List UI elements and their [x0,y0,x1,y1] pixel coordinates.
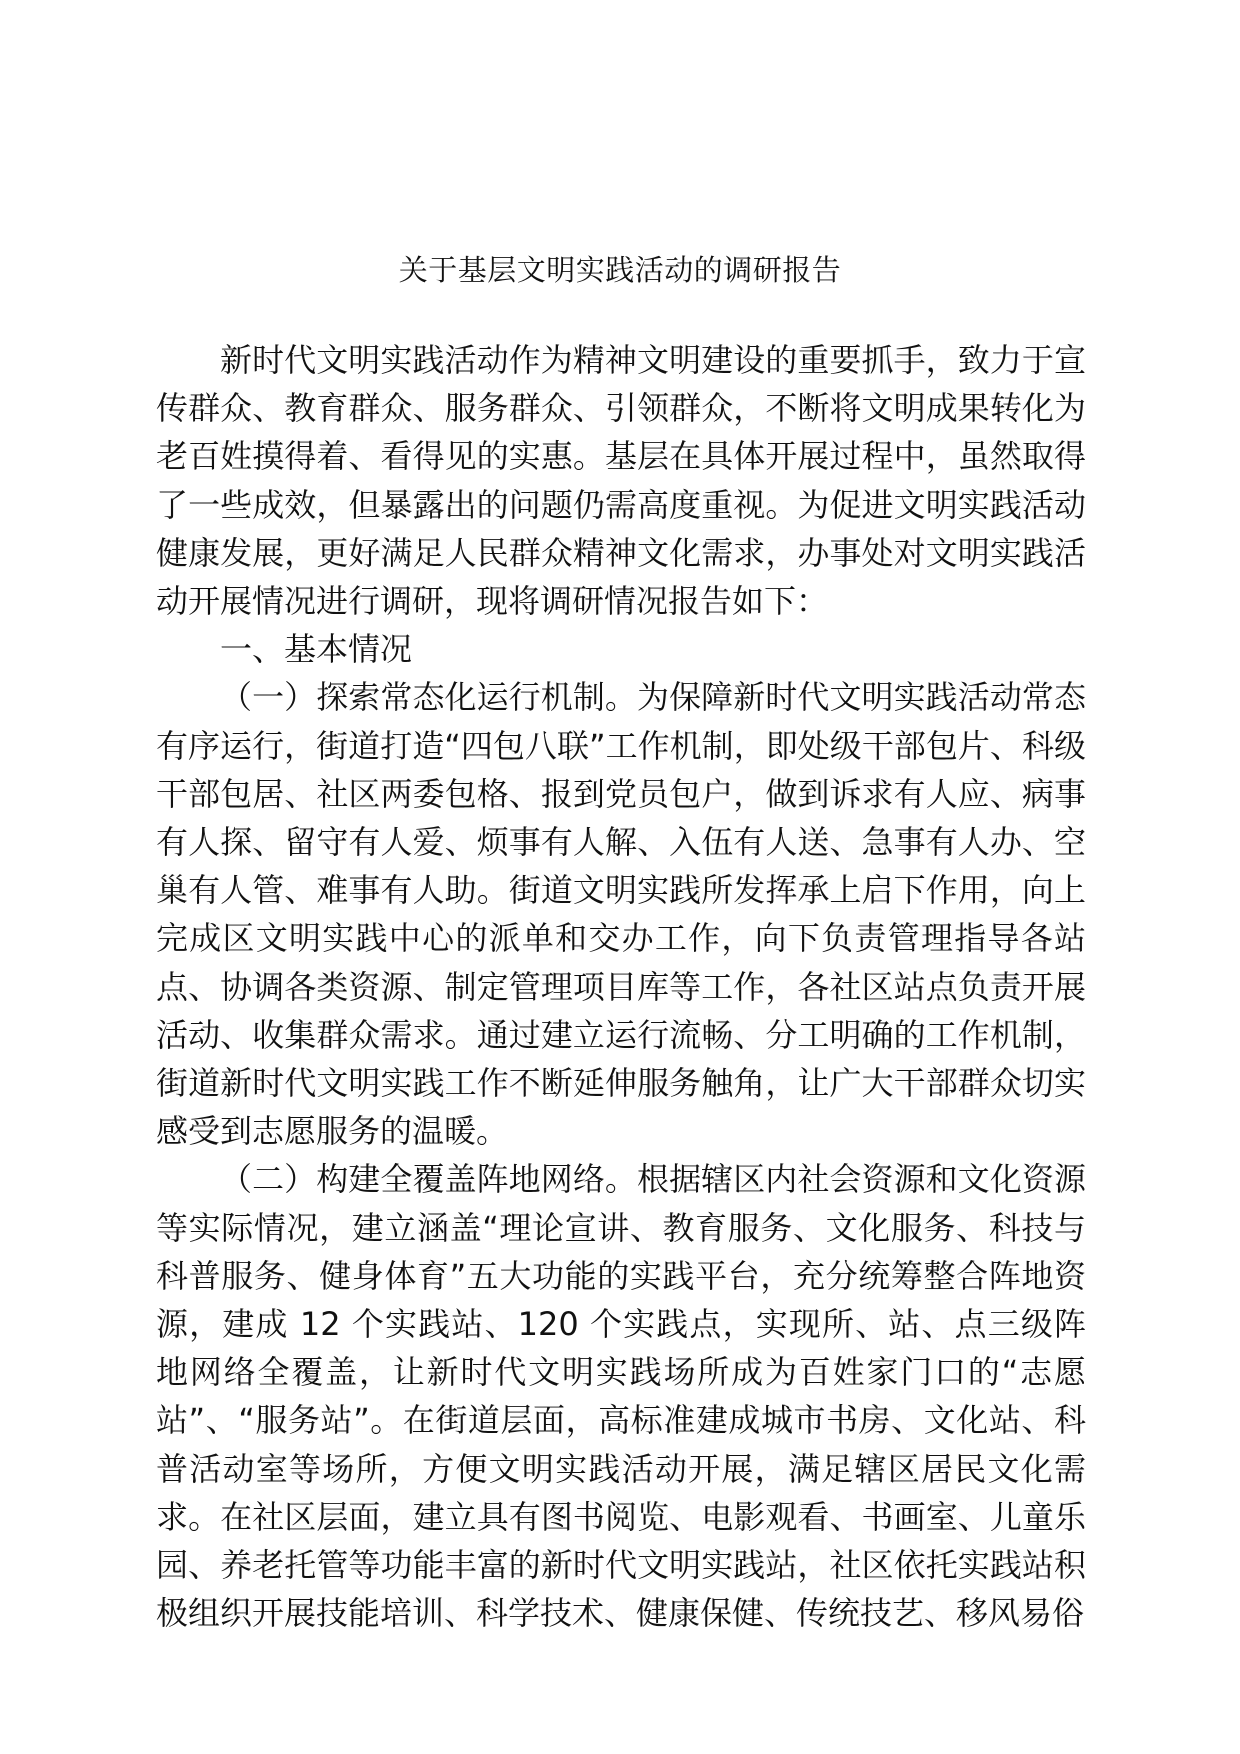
intro-paragraph: 新时代文明实践活动作为精神文明建设的重要抓手，致力于宣传群众、教育群众、服务群众、引领群众，不断将文明成果转化为老百姓摸得着、看得见的实惠。基层在具体开展过程中，虽然取得了一些成效，但暴露出的问题仍需高度重视。为促进文明实践活动健康发展，更好满足人民群众精神文化需求，办事处对文明实践活动开展情况进行调研，现将调研情况报告如下： [156,341,1086,621]
item-1-lead: （一）探索常态化运行机制。 [220,678,637,717]
item-2-paragraph [156,1155,1086,1637]
item-1-paragraph [156,673,1086,1155]
document-title: 关于基层文明实践活动的调研报告 [398,253,842,287]
item-1-text: 为保障新时代文明实践活动常态有序运行，街道打造“四包八联”工作机制，即处级干部包片、科级干部包居、社区两委包格、报到党员包户，做到诉求有人应、病事有人探、留守有人爱、烦事有人解、入伍有人送、急事有人办、空巢有人管、难事有人助。街道文明实践所发挥承上启下作用，向上完成区文明实践中心的派单和交办工作，向下负责管理指导各站点、协调各类资源、制定管理项目库等工作，各社区站点负责开展活动、收集群众需求。通过建立运行流畅、分工明确的工作机制，街道新时代文明实践工作不断延伸服务触角，让广大干部群众切实感受到志愿服务的温暖。 [156,678,1086,1151]
document-body [156,336,1086,1637]
item-2-text: 根据辖区内社会资源和文化资源等实际情况，建立涵盖“理论宣讲、教育服务、文化服务、科技与科普服务、健身体育”五大功能的实践平台，充分统筹整合阵地资源，建成 12 个实践站、120 个实践点，实现所、站、点三级阵地网络全覆盖，让新时代文明实践场所成为百姓家门口的“志愿站”、“服务站”。在街道层面，高标准建成城市书房、文化站、科普活动室等场所，方便文明实践活动开展，满足辖区居民文化需求。在社区层面，建立具有图书阅览、电影观看、书画室、儿童乐园、养老托管等功能丰富的新时代文明实践站，社区依托实践站积极组织开展技能培训、科学技术、健康保健、传统技艺、移风易俗 [156,1160,1086,1633]
section-heading-basic-situation: 一、基本情况 [220,630,413,669]
item-2-lead: （二）构建全覆盖阵地网络。 [220,1160,637,1199]
